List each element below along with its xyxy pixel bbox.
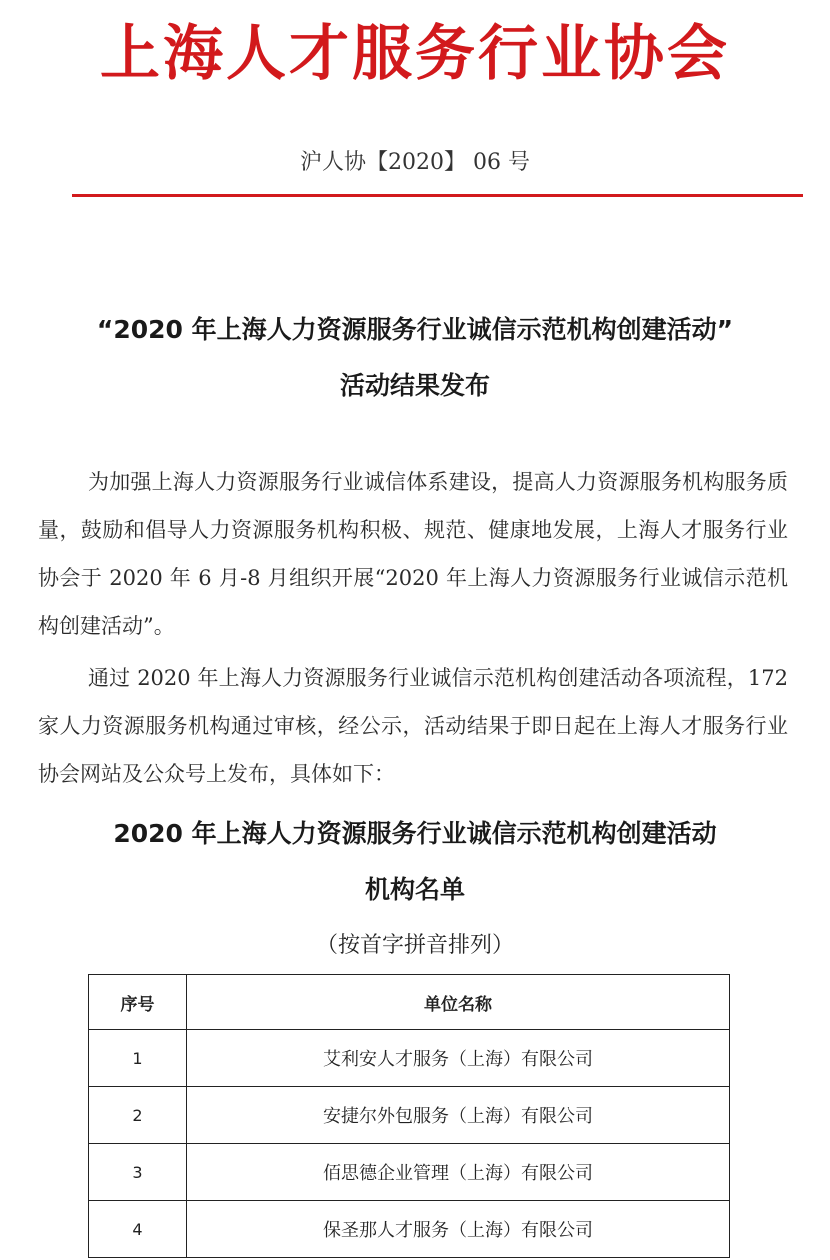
- document-title-line-1: “2020 年上海人力资源服务行业诚信示范机构创建活动”: [96, 315, 734, 344]
- table-row: [89, 1201, 730, 1258]
- row-org-name: 佰思德企业管理（上海）有限公司: [187, 1144, 730, 1201]
- org-letterhead-title: 上海人才服务行业协会: [100, 19, 730, 89]
- document-number: 沪人协【2020】 06 号: [300, 150, 530, 175]
- organization-table: [88, 974, 730, 1258]
- body-paragraph-1: 为加强上海人力资源服务行业诚信体系建设，提高人力资源服务机构服务质量，鼓励和倡导人力资源服务机构积极、规范、健康地发展，上海人才服务行业协会于 2020 年 6 月-8 月组织开展“2020 年上海人力资源服务行业诚信示范机构创建活动”。: [38, 470, 788, 638]
- sort-order-note: （按首字拼音排列）: [315, 933, 514, 958]
- red-divider-line: [72, 194, 803, 197]
- table-row: [89, 1030, 730, 1087]
- row-index: 4: [89, 1201, 187, 1258]
- body-paragraph-2: 通过 2020 年上海人力资源服务行业诚信示范机构创建活动各项流程，172 家人力资源服务机构通过审核，经公示，活动结果于即日起在上海人才服务行业协会网站及公众号上发布，具体如下：: [38, 666, 788, 786]
- row-index: 1: [89, 1030, 187, 1087]
- row-index: 3: [89, 1144, 187, 1201]
- table-row: [89, 1087, 730, 1144]
- table-row: [89, 1144, 730, 1201]
- list-title-line-2: 机构名单: [364, 875, 465, 904]
- list-title-line-1: 2020 年上海人力资源服务行业诚信示范机构创建活动: [113, 819, 717, 848]
- table-header-row: [89, 975, 730, 1030]
- header-org-name: 单位名称: [187, 975, 730, 1030]
- row-org-name: 艾利安人才服务（上海）有限公司: [187, 1030, 730, 1087]
- row-index: 2: [89, 1087, 187, 1144]
- row-org-name: 保圣那人才服务（上海）有限公司: [187, 1201, 730, 1258]
- row-org-name: 安捷尔外包服务（上海）有限公司: [187, 1087, 730, 1144]
- header-index: 序号: [89, 975, 187, 1030]
- document-title-line-2: 活动结果发布: [339, 371, 490, 400]
